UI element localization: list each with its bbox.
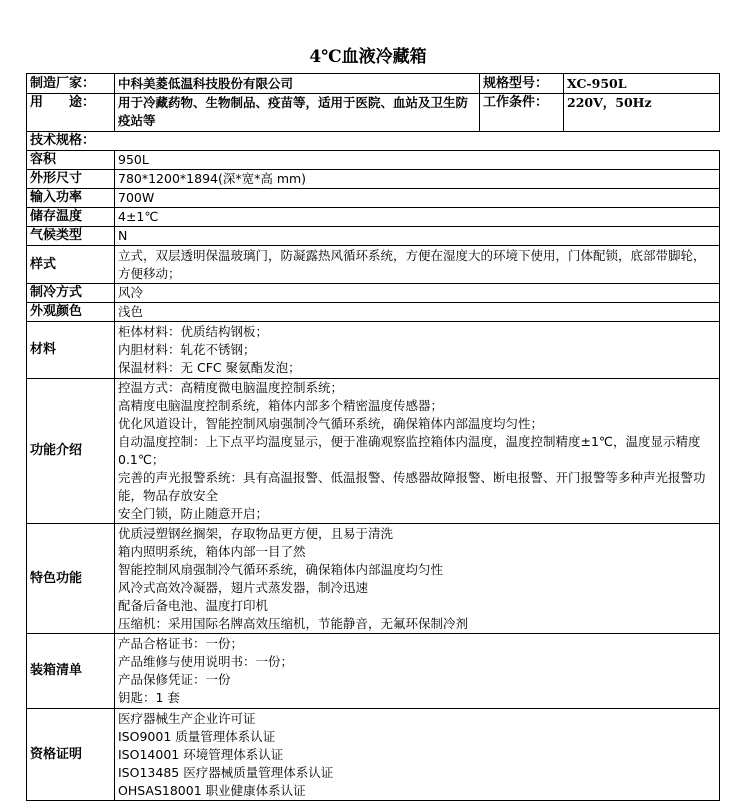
usage-value: 用于冷藏药物、生物制品、疫苗等，适用于医院、血站及卫生防疫站等	[115, 94, 480, 132]
spec-row	[27, 246, 720, 284]
packing-line: 产品保修凭证：一份	[118, 672, 231, 687]
spec-label: 外形尺寸	[27, 170, 115, 189]
certs-line: OHSAS18001 职业健康体系认证	[118, 782, 306, 798]
spec-sheet	[26, 73, 719, 801]
certs-label: 资格证明	[27, 709, 115, 801]
certs-row	[27, 709, 720, 801]
condition-value: 220V，50Hz	[564, 94, 720, 132]
materials-line: 内胆材料：轧花不锈钢；	[118, 342, 256, 357]
functions-line: 自动温度控制：上下点平均温度显示，便于准确观察监控箱体内温度，温度控制精度±1℃，温度显示精度 0.1℃；	[118, 434, 701, 467]
packing-label: 装箱清单	[27, 634, 115, 709]
spec-value: N	[115, 227, 720, 246]
usage-label: 用 途：	[27, 94, 115, 132]
model-label: 规格型号：	[480, 74, 564, 94]
spec-value: 浅色	[115, 303, 720, 322]
features-line: 箱内照明系统，箱体内部一目了然	[118, 543, 306, 559]
packing-line: 钥匙：1 套	[118, 690, 180, 705]
functions-line: 优化风道设计，智能控制风扇强制冷气循环系统，确保箱体内部温度均匀性；	[118, 416, 544, 431]
spec-value: 700W	[115, 189, 720, 208]
materials-value	[115, 322, 720, 379]
spec-value: 立式，双层透明保温玻璃门，防凝露热风循环系统，方便在湿度大的环境下使用，门体配锁，底部带脚轮，方便移动；	[115, 246, 720, 284]
spec-row	[27, 227, 720, 246]
spec-value: 风冷	[115, 284, 720, 303]
functions-label: 功能介绍	[27, 379, 115, 524]
materials-line: 柜体材料：优质结构钢板；	[118, 324, 269, 339]
functions-line: 高精度电脑温度控制系统，箱体内部多个精密温度传感器；	[118, 398, 444, 413]
spec-label: 输入功率	[27, 189, 115, 208]
spec-label: 容积	[27, 151, 115, 170]
functions-line: 完善的声光报警系统：具有高温报警、低温报警、传感器故障报警、断电报警、开门报警等多种声光报警功能，物品存放安全	[118, 470, 706, 503]
spec-row	[27, 189, 720, 208]
features-line: 智能控制风扇强制冷气循环系统，确保箱体内部温度均匀性	[118, 561, 444, 577]
specs-heading: 技术规格：	[27, 132, 720, 151]
materials-label: 材料	[27, 322, 115, 379]
condition-label: 工作条件：	[480, 94, 564, 132]
manufacturer-row	[27, 74, 720, 94]
features-line: 配备后备电池、温度打印机	[118, 597, 269, 613]
spec-value: 780*1200*1894(深*宽*高 mm)	[115, 170, 720, 189]
certs-line: ISO14001 环境管理体系认证	[118, 746, 284, 762]
materials-line: 保温材料：无 CFC 聚氨酯发泡；	[118, 360, 301, 375]
specs-heading-row	[27, 132, 720, 151]
certs-line: ISO9001 质量管理体系认证	[118, 728, 276, 744]
materials-row	[27, 322, 720, 379]
packing-row	[27, 634, 720, 709]
page-title: 4℃血液冷藏箱	[309, 47, 427, 67]
spec-label: 外观颜色	[27, 303, 115, 322]
manufacturer-value: 中科美菱低温科技股份有限公司	[115, 74, 480, 94]
certs-value	[115, 709, 720, 801]
spec-row	[27, 284, 720, 303]
features-line: 压缩机：采用国际名牌高效压缩机，节能静音，无氟环保制冷剂	[118, 615, 469, 631]
features-line: 优质浸塑钢丝搁架，存取物品更方便，且易于清洗	[118, 525, 394, 541]
spec-label: 储存温度	[27, 208, 115, 227]
packing-line: 产品维修与使用说明书：一份；	[118, 654, 294, 669]
features-value	[115, 524, 720, 634]
spec-row	[27, 303, 720, 322]
spec-row	[27, 170, 720, 189]
functions-line: 安全门锁，防止随意开启；	[118, 506, 269, 521]
features-label: 特色功能	[27, 524, 115, 634]
manufacturer-label: 制造厂家：	[27, 74, 115, 94]
packing-line: 产品合格证书：一份；	[118, 636, 244, 651]
spec-value: 950L	[115, 151, 720, 170]
spec-label: 制冷方式	[27, 284, 115, 303]
spec-value: 4±1℃	[115, 208, 720, 227]
features-row	[27, 524, 720, 634]
certs-line: ISO13485 医疗器械质量管理体系认证	[118, 764, 334, 780]
certs-line: 医疗器械生产企业许可证	[118, 710, 256, 726]
packing-value	[115, 634, 720, 709]
spec-row	[27, 208, 720, 227]
functions-line: 控温方式：高精度微电脑温度控制系统；	[118, 380, 344, 395]
spec-label: 气候类型	[27, 227, 115, 246]
spec-table	[26, 73, 720, 801]
spec-row	[27, 151, 720, 170]
usage-row	[27, 94, 720, 132]
model-value: XC-950L	[564, 74, 720, 94]
features-line: 风冷式高效冷凝器，翅片式蒸发器，制冷迅速	[118, 579, 369, 595]
functions-row	[27, 379, 720, 524]
functions-value	[115, 379, 720, 524]
spec-label: 样式	[27, 246, 115, 284]
